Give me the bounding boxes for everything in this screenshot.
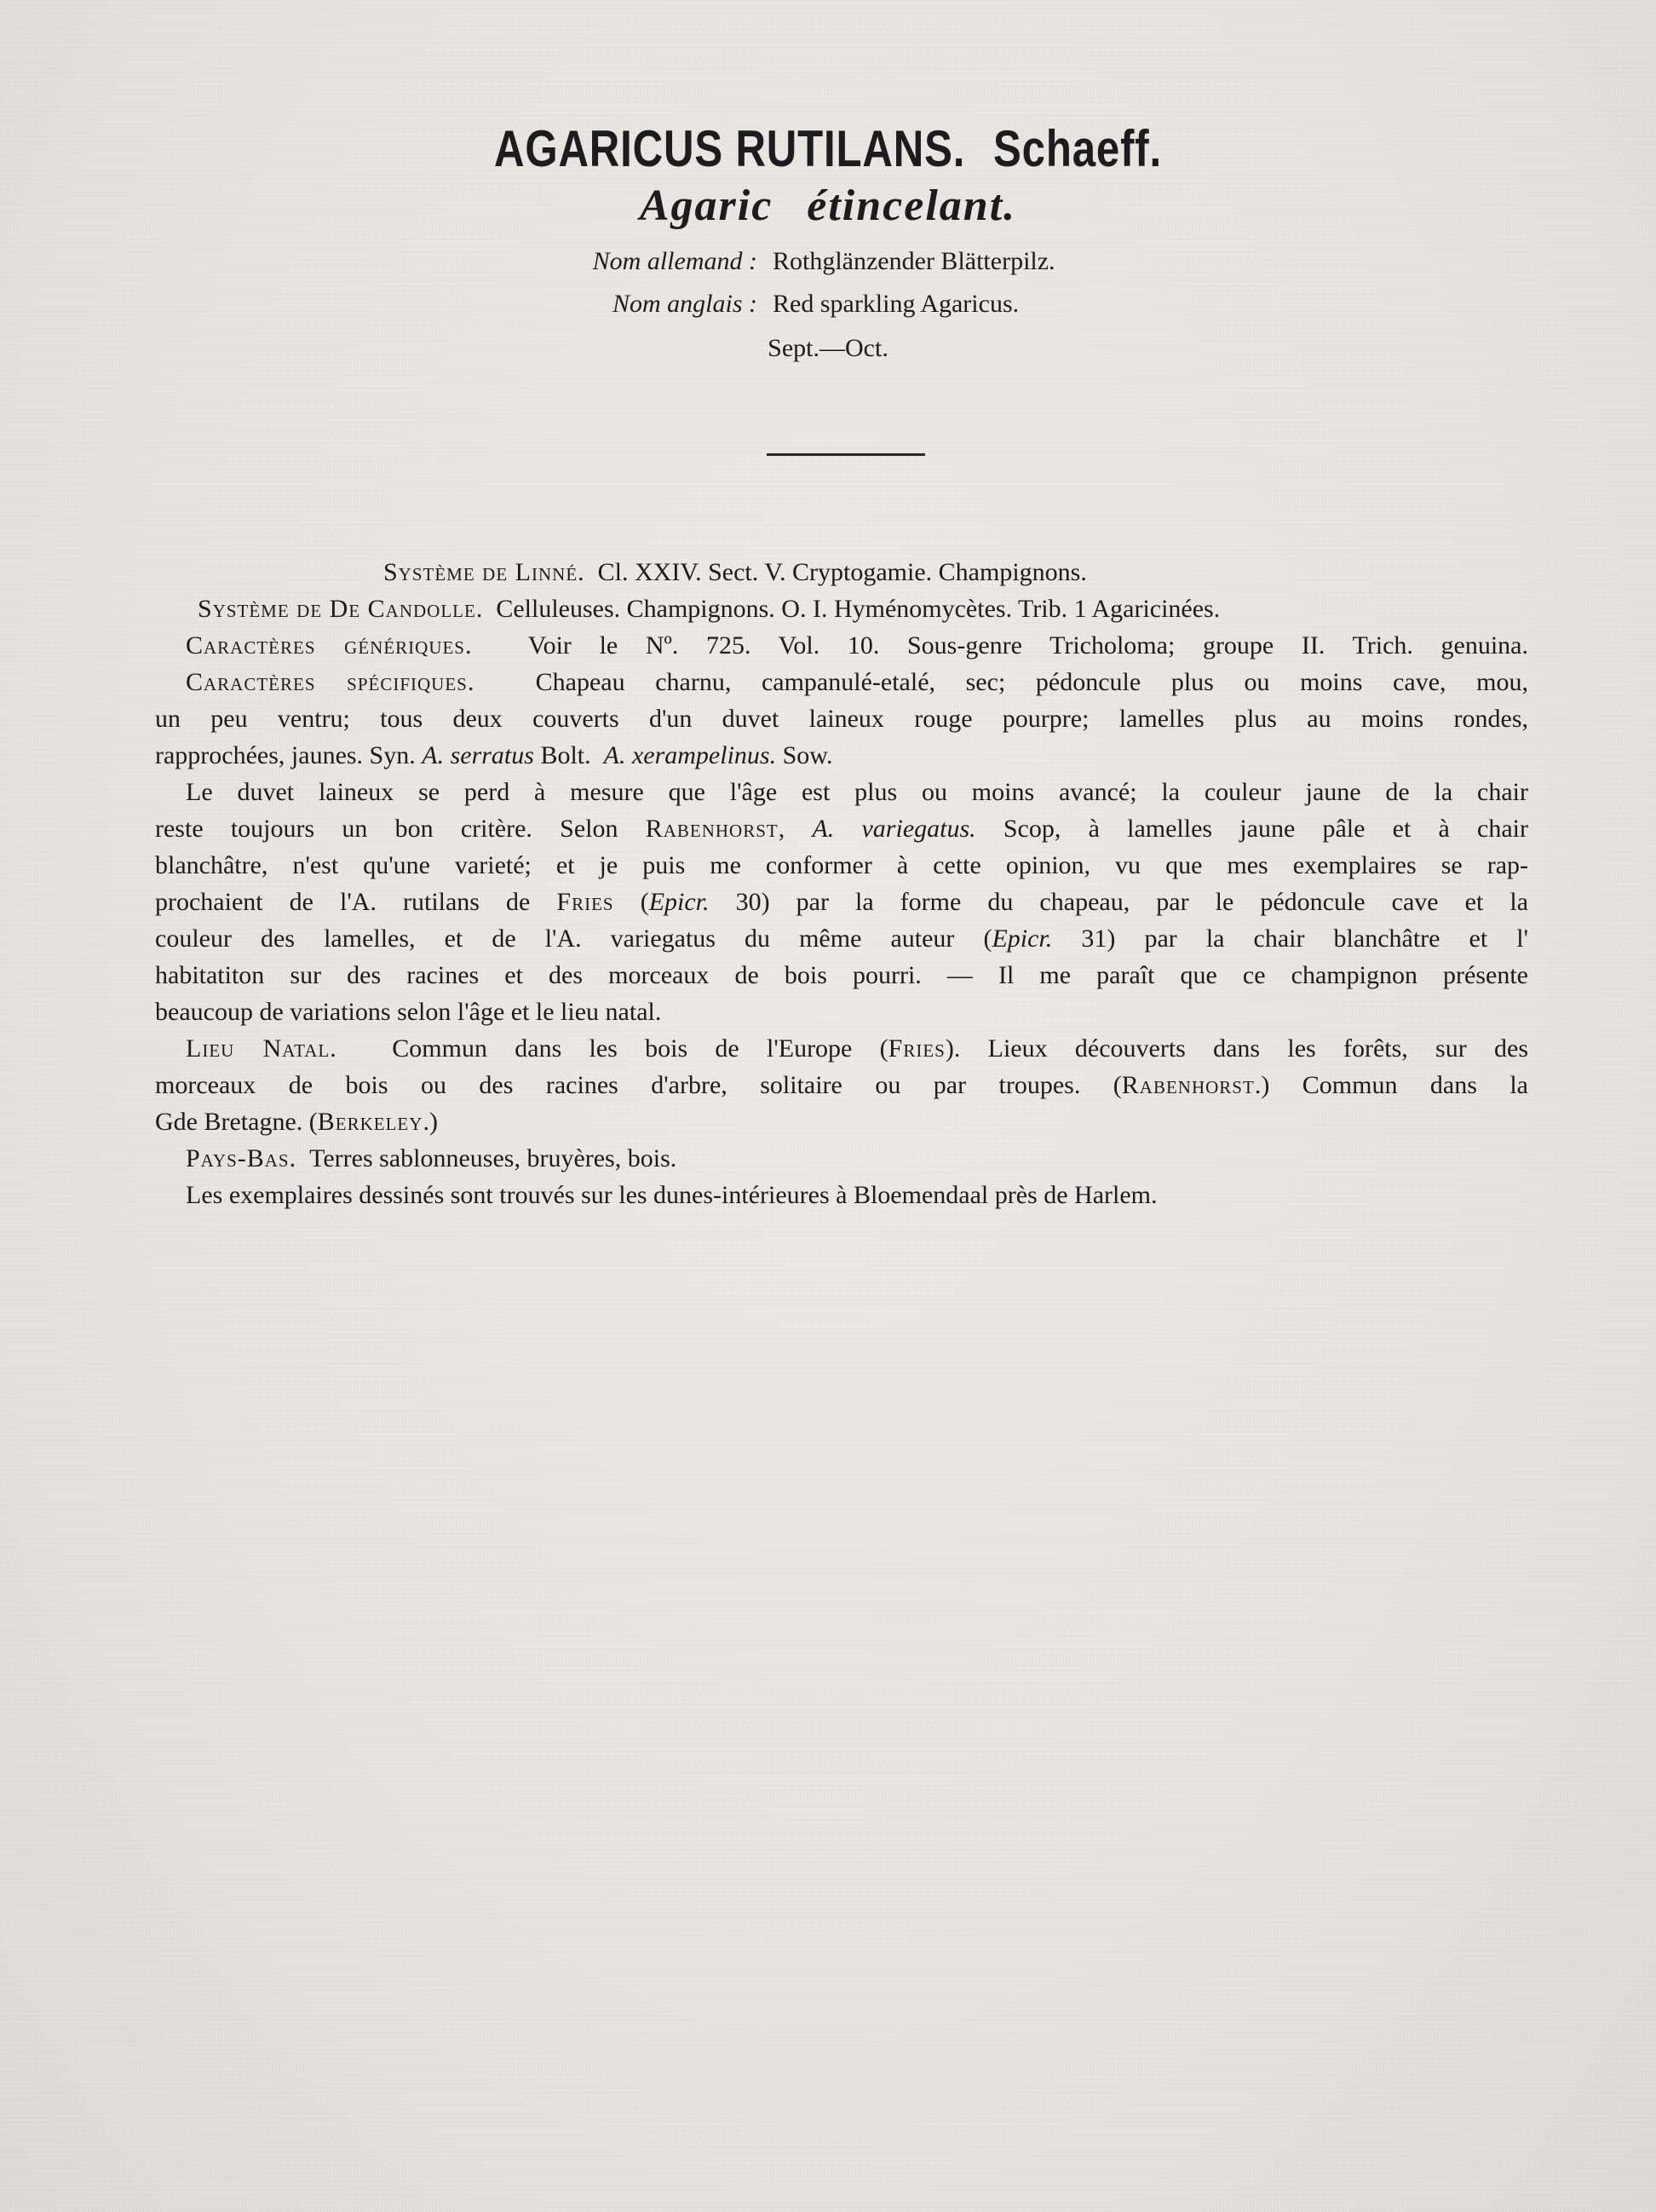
lieu-l3-text-b: .) — [423, 1108, 438, 1136]
german-label: Nom allemand : — [592, 247, 757, 275]
latin-name: AGARICUS RUTILANS. — [494, 120, 966, 177]
paragraph-2-line-4 — [155, 884, 1528, 920]
season: Sept.—Oct. — [768, 334, 888, 362]
french-name-word-1: Agaric — [639, 181, 773, 230]
lieu-line-2 — [155, 1067, 1528, 1103]
generiques-line — [155, 627, 1528, 664]
french-name-word-2: étincelant. — [807, 181, 1017, 230]
specifiques-label: Caractères spécifiques. — [186, 668, 475, 696]
lieu-text-a: Commun dans les bois de l'Europe ( — [392, 1034, 888, 1063]
final-line: Les exemplaires dessinés sont trouvés sur les dunes-intérieures à Bloemendaal près de Harlem. — [186, 1181, 1158, 1209]
linne-label: Système de Linné. — [383, 558, 585, 586]
lieu-l2-text-b: .) Commun dans la — [1254, 1071, 1529, 1099]
epicr-ref-2: Epicr. — [992, 925, 1053, 953]
p2-l5-text-a: couleur des lamelles, et de l'A. variegatus du même auteur ( — [155, 925, 992, 953]
synonym-2: A. xerampelinus. — [603, 741, 777, 769]
linne-line — [155, 554, 1528, 590]
german-name: Rothglänzender Blätterpilz. — [773, 247, 1055, 275]
paragraph-2-line-3: blanchâtre, n'est qu'une varieté; et je puis me conformer à cette opinion, vu que mes exemplaires se rap- — [155, 851, 1528, 879]
english-name: Red sparkling Agaricus. — [773, 290, 1020, 318]
english-name-row — [0, 290, 1656, 324]
paragraph-2-line-6: habitatiton sur des racines et des morceaux de bois pourri. — Il me paraît que ce champignon présente — [155, 961, 1528, 989]
paragraph-2-line-1: Le duvet laineux se perd à mesure que l'âge est plus ou moins avancé; la couleur jaune de la chair — [186, 778, 1528, 806]
rabenhorst-name-2: Rabenhorst — [1121, 1071, 1255, 1099]
description-body — [155, 554, 1528, 1213]
syn-label: rapprochées, jaunes. Syn. — [155, 741, 416, 769]
english-label: Nom anglais : — [612, 290, 757, 318]
candolle-label: Système de De Candolle. — [198, 595, 484, 623]
candolle-text: Celluleuses. Champignons. O. I. Hyménomycètes. Trib. 1 Agaricinées. — [496, 595, 1221, 623]
specifiques-line-1 — [155, 664, 1528, 700]
p2-l4-paren: ( — [640, 888, 649, 916]
berkeley-name: Berkeley — [317, 1108, 423, 1136]
species-title — [149, 119, 1507, 178]
synonym-1: A. serratus — [422, 741, 534, 769]
specifiques-text-1: Chapeau charnu, campanulé-etalé, sec; pédoncule plus ou moins cave, mou, — [535, 668, 1528, 696]
paragraph-2-line-5 — [155, 920, 1528, 957]
variegatus-name: A. variegatus. — [812, 815, 976, 843]
p2-l5-text-b: 31) par la chair blanchâtre et l' — [1081, 925, 1529, 953]
epicr-ref-1: Epicr. — [648, 888, 710, 916]
fries-name-2: Fries — [888, 1034, 946, 1063]
author-name: Schaeff. — [993, 120, 1162, 177]
generiques-text: Voir le Nº. 725. Vol. 10. Sous-genre Tricholoma; groupe II. Trich. genuina. — [527, 631, 1528, 660]
lieu-line-1 — [155, 1030, 1528, 1067]
candolle-line — [155, 590, 1528, 627]
p2-l4-text-a: prochaient de l'A. rutilans de — [155, 888, 531, 916]
lieu-line-3 — [155, 1103, 1528, 1140]
synonym-1-author: Bolt. — [540, 741, 591, 769]
p2-text-a: reste toujours un bon critère. Selon — [155, 815, 618, 843]
rabenhorst-name: Rabenhorst — [645, 815, 779, 843]
paysbas-line — [155, 1140, 1528, 1177]
german-name-row — [0, 247, 1656, 281]
specifiques-line-2: un peu ventru; tous deux couverts d'un duvet laineux rouge pourpre; lamelles plus au moins rondes, — [155, 705, 1528, 733]
lieu-l3-text-a: Gde Bretagne. ( — [155, 1108, 318, 1136]
paysbas-text: Terres sablonneuses, bruyères, bois. — [309, 1144, 677, 1172]
divider-rule — [767, 453, 925, 456]
p2-comma: , — [778, 815, 785, 843]
linne-text: Cl. XXIV. Sect. V. Cryptogamie. Champignons. — [597, 558, 1087, 586]
french-name — [0, 181, 1656, 231]
lieu-l2-text-a: morceaux de bois ou des racines d'arbre, solitaire ou par troupes. ( — [155, 1071, 1122, 1099]
synonym-2-author: Sow. — [782, 741, 833, 769]
generiques-label: Caractères génériques. — [186, 631, 473, 660]
fries-name: Fries — [556, 888, 614, 916]
p2-text-c: Scop, à lamelles jaune pâle et à chair — [1003, 815, 1529, 843]
lieu-label: Lieu Natal. — [186, 1034, 337, 1063]
paysbas-label: Pays-Bas. — [186, 1144, 297, 1172]
paragraph-2-line-2 — [155, 810, 1528, 847]
specifiques-line-3 — [155, 737, 1528, 774]
lieu-text-b: ). Lieux découverts dans les forêts, sur des — [945, 1034, 1528, 1063]
p2-l4-text-c: 30) par la forme du chapeau, par le pédoncule cave et la — [735, 888, 1529, 916]
paragraph-2-line-7: beaucoup de variations selon l'âge et le lieu natal. — [155, 998, 662, 1026]
